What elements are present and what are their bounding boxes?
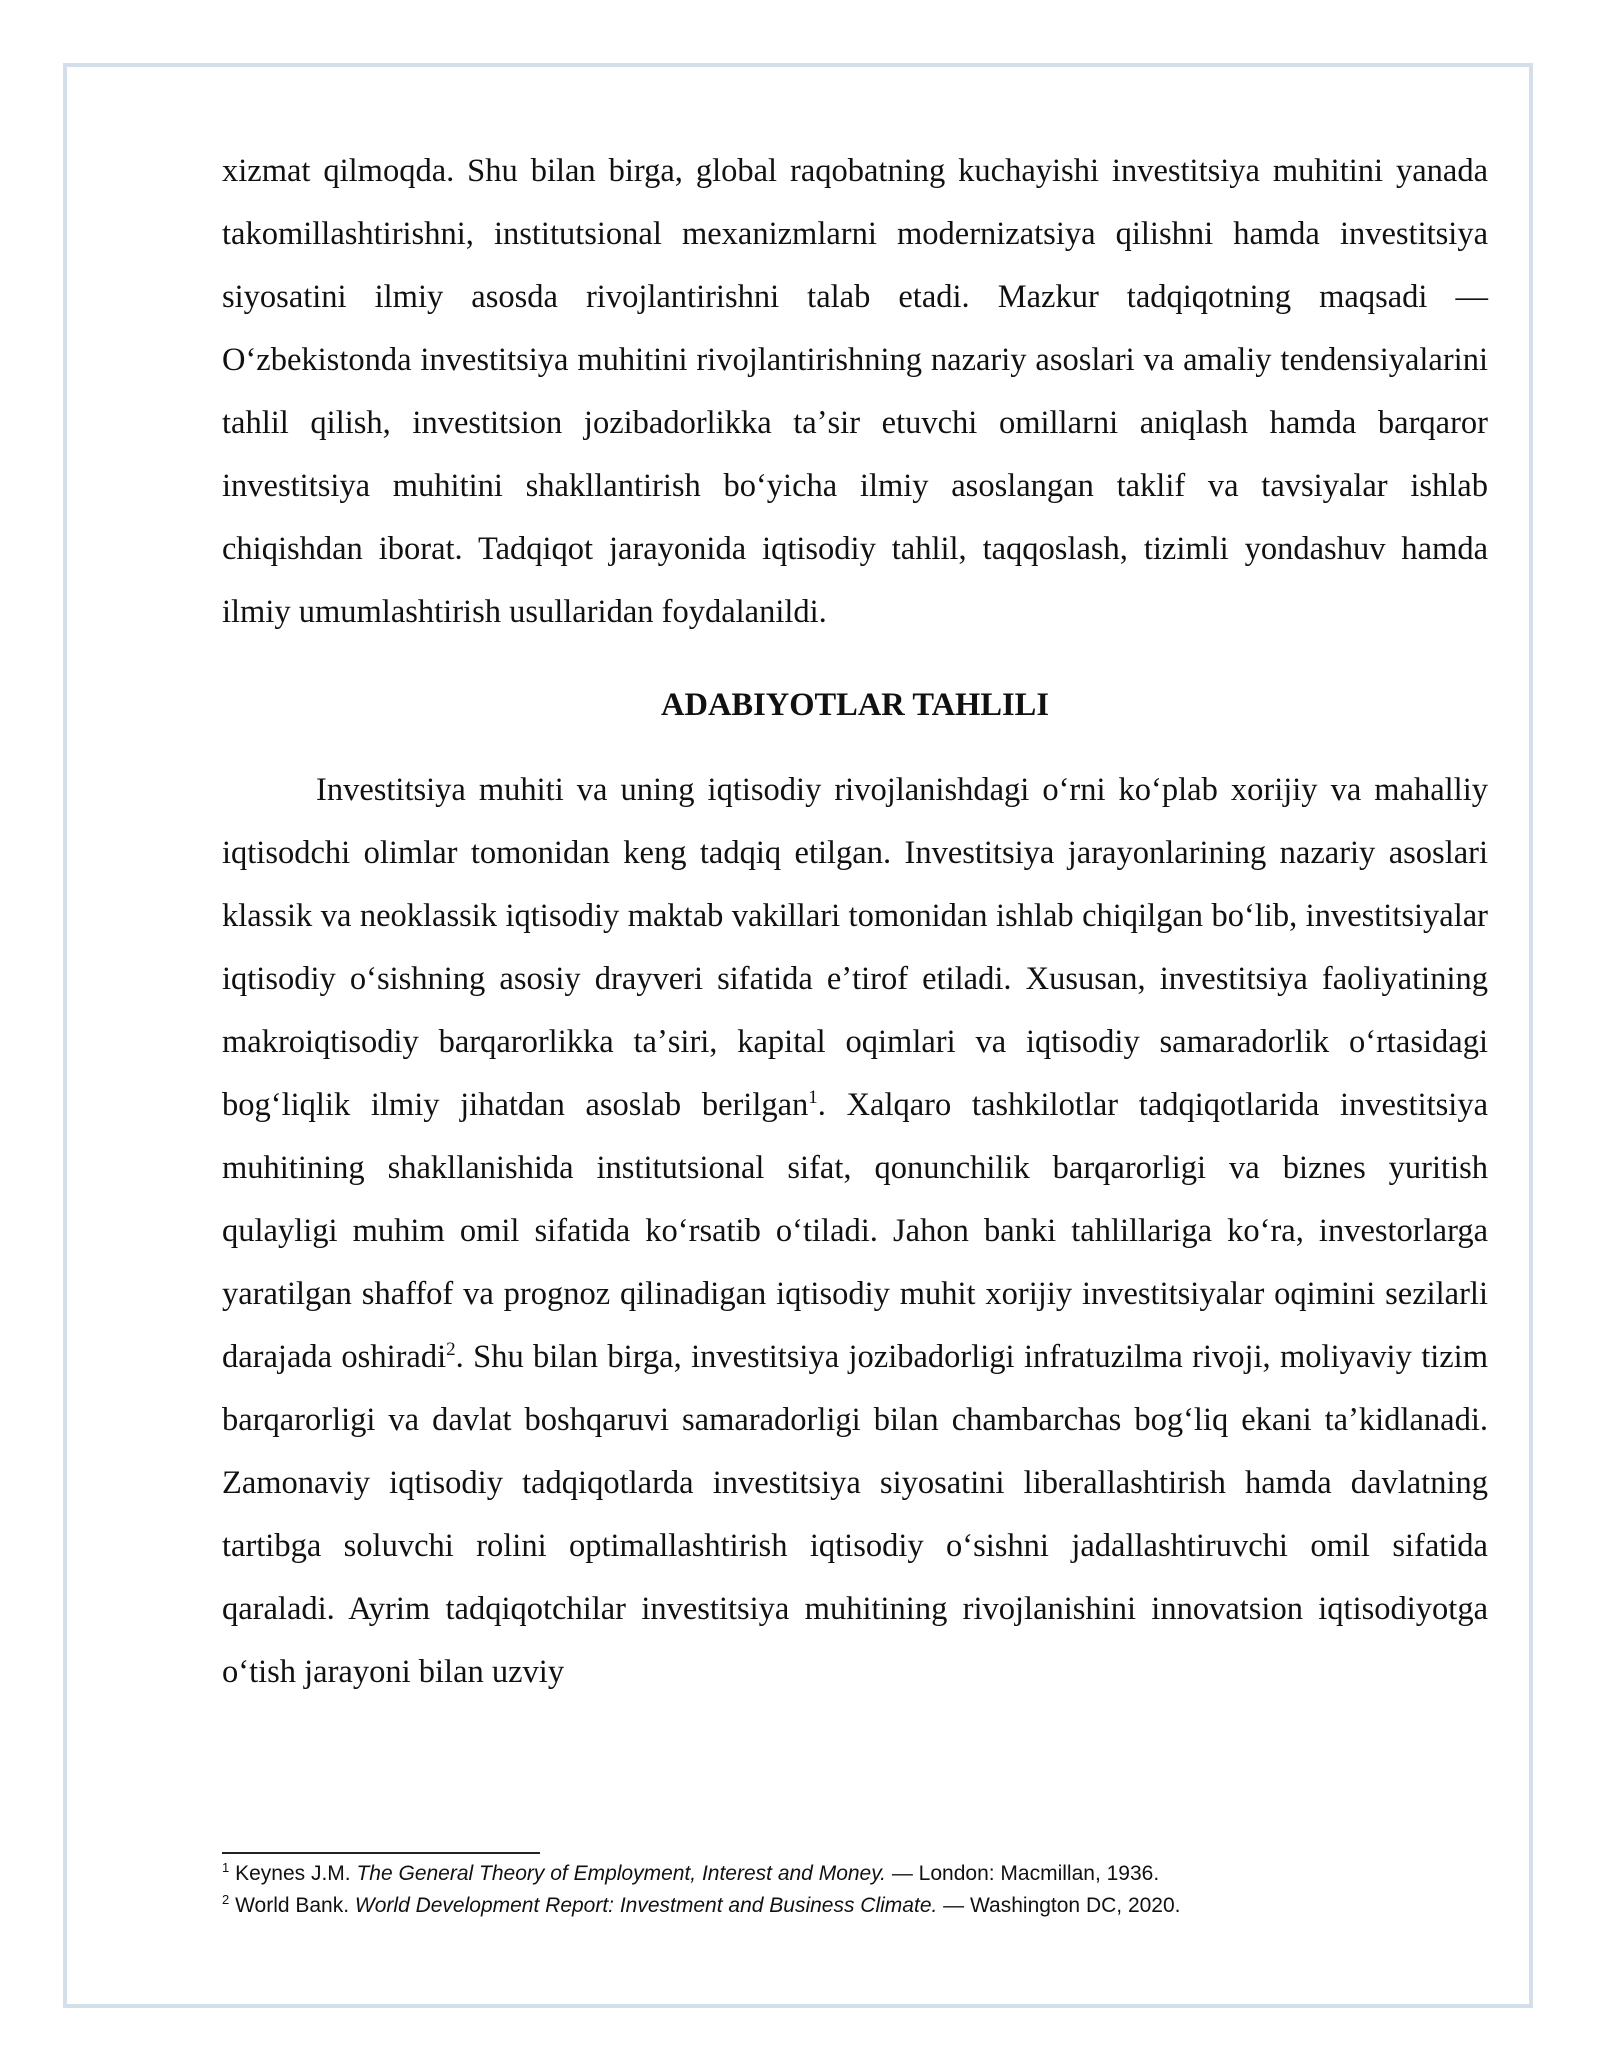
footnote-number: 1 bbox=[222, 1860, 230, 1875]
footnote-title: World Development Report: Investment and Business Climate. bbox=[354, 1894, 938, 1917]
footnote-publication: — Washington DC, 2020. bbox=[937, 1894, 1181, 1917]
lit-text-part2: . Xalqaro tashkilotlar tadqiqotlarida investitsiya muhitining shakllanishida institutsional sifat, qonunchilik barqarorligi va biznes yuritish qulayligi muhim omil sifatida koʻrsatib oʻtiladi. Jahon banki tahlillariga koʻra, investorlarga yaratilgan shaffof va prognoz qilinadigan iqtisodiy muhit xorijiy investitsiyalar oqimini sezilarli darajada oshiradi bbox=[222, 1087, 1488, 1375]
footnote-ref-1[interactable]: 1 bbox=[808, 1087, 818, 1109]
footnotes bbox=[222, 1858, 1488, 1922]
footnote-title: The General Theory of Employment, Interest and Money. bbox=[356, 1862, 887, 1885]
literature-review-paragraph bbox=[222, 759, 1488, 1704]
lit-text-part1: Investitsiya muhiti va uning iqtisodiy rivojlanishdagi oʻrni koʻplab xorijiy va mahalliy iqtisodchi olimlar tomonidan keng tadqiq etilgan. Investitsiya jarayonlarining nazariy asoslari klassik va neoklassik iqtisodiy maktab vakillari tomonidan ishlab chiqilgan boʻlib, investitsiyalar iqtisodiy oʻsishning asosiy drayveri sifatida eʼtirof etiladi. Xususan, investitsiya faoliyatining makroiqtisodiy barqarorlikka taʼsiri, kapital oqimlari va iqtisodiy samaradorlik oʻrtasidagi bogʻliqlik ilmiy jihatdan asoslab berilgan bbox=[222, 772, 1488, 1123]
footnote-publication: — London: Macmillan, 1936. bbox=[886, 1862, 1160, 1885]
footnote-author: World Bank. bbox=[235, 1894, 355, 1917]
footnote-number: 2 bbox=[222, 1892, 230, 1907]
footnote-1 bbox=[222, 1858, 1488, 1890]
lit-text-part3: . Shu bilan birga, investitsiya jozibadorligi infratuzilma rivoji, moliyaviy tizim barqarorligi va davlat boshqaruvi samaradorligi bilan chambarchas bogʻliq ekani taʼkidlanadi. Zamonaviy iqtisodiy tadqiqotlarda investitsiya siyosatini liberallashtirish hamda davlatning tartibga soluvchi rolini optimallashtirish iqtisodiy oʻsishni jadallashtiruvchi omil sifatida qaraladi. Ayrim tadqiqotchilar investitsiya muhitining rivojlanishini innovatsion iqtisodiyotga oʻtish jarayoni bilan uzviy bbox=[222, 1339, 1488, 1690]
document-body bbox=[222, 140, 1488, 1704]
footnote-separator bbox=[222, 1852, 540, 1854]
section-heading: ADABIYOTLAR TAHLILI bbox=[661, 687, 1049, 723]
footnote-author: Keynes J.M. bbox=[235, 1862, 357, 1885]
footnote-ref-2[interactable]: 2 bbox=[446, 1339, 456, 1361]
footnote-2 bbox=[222, 1890, 1488, 1922]
intro-paragraph: xizmat qilmoqda. Shu bilan birga, global raqobatning kuchayishi investitsiya muhitini yanada takomillashtirishni, institutsional mexanizmlarni modernizatsiya qilishni hamda investitsiya siyosatini ilmiy asosda rivojlantirishni talab etadi. Mazkur tadqiqotning maqsadi — Oʻzbekistonda investitsiya muhitini rivojlantirishning nazariy asoslari va amaliy tendensiyalarini tahlil qilish, investitsion jozibadorlikka taʼsir etuvchi omillarni aniqlash hamda barqaror investitsiya muhitini shakllantirish boʻyicha ilmiy asoslangan taklif va tavsiyalar ishlab chiqishdan iborat. Tadqiqot jarayonida iqtisodiy tahlil, taqqoslash, tizimli yondashuv hamda ilmiy umumlashtirish usullaridan foydalanildi. bbox=[222, 153, 1488, 630]
